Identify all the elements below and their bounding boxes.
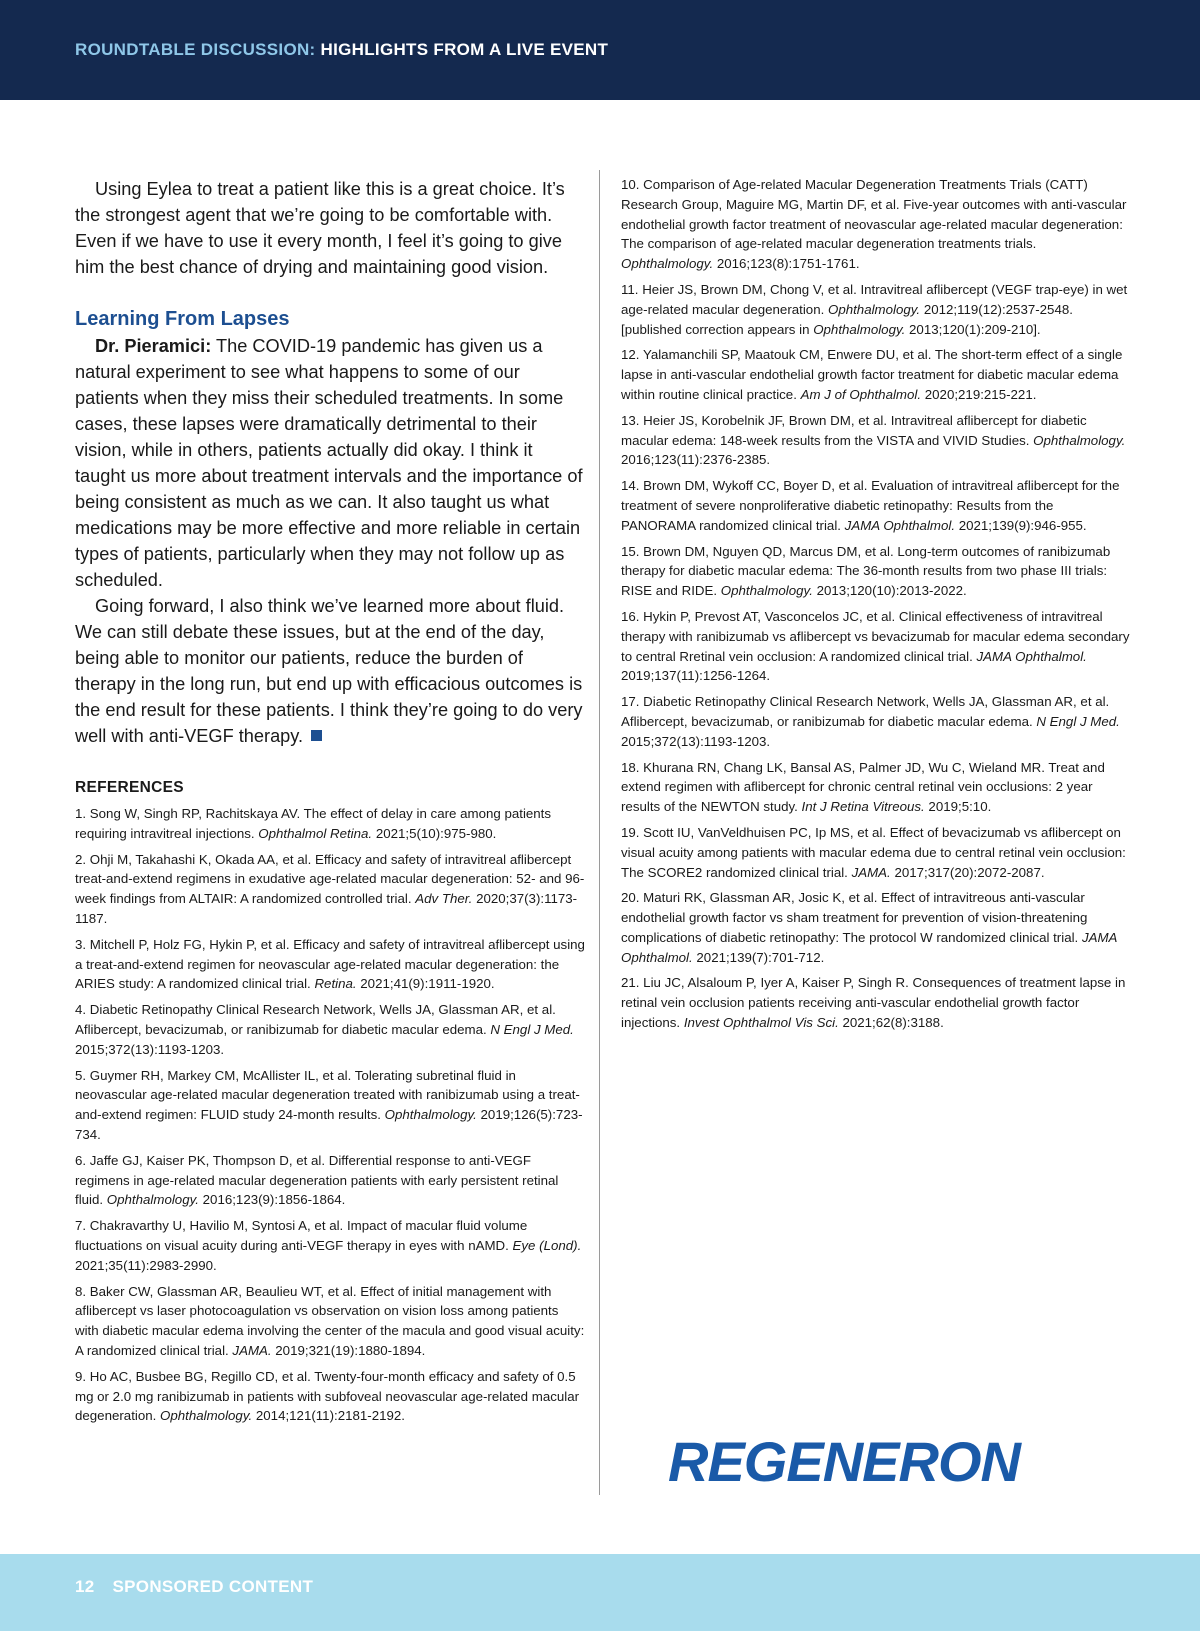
reference-text: 17. Diabetic Retinopathy Clinical Research Network, Wells JA, Glassman AR, et al. Aflibercept, bevacizumab, or ranibizumab for diabetic macular edema. <box>621 694 1110 729</box>
reference-item <box>75 1151 585 1210</box>
reference-text: 10. Comparison of Age-related Macular Degeneration Treatments Trials (CATT) Research Group, Maguire MG, Martin DF, et al. Five-year outcomes with anti-vascular endothelial growth factor treatment of neovascular age-related macular degeneration: The comparison of age-related macular degeneration treatments trials. <box>621 177 1127 252</box>
paragraph-3 <box>75 593 585 749</box>
reference-text: 2021;139(7):701-712. <box>692 949 825 965</box>
reference-journal: JAMA Ophthalmol. <box>621 929 1117 965</box>
reference-journal: N Engl J Med. <box>490 1021 574 1037</box>
reference-text: 2016;123(9):1856-1864. <box>198 1192 346 1208</box>
reference-journal: JAMA Ophthalmol. <box>844 517 956 533</box>
reference-item <box>621 411 1131 470</box>
reference-journal: JAMA Ophthalmol. <box>976 648 1087 664</box>
reference-text: 2021;5(10):975-980. <box>372 825 497 841</box>
reference-text: 4. Diabetic Retinopathy Clinical Research Network, Wells JA, Glassman AR, et al. Aflibercept, bevacizumab, or ranibizumab for diabetic macular edema. <box>75 1002 556 1037</box>
reference-text: 2020;37(3):1173-1187. <box>75 891 578 926</box>
reference-item <box>621 823 1131 882</box>
reference-journal: Ophthalmology. <box>384 1107 477 1123</box>
reference-text: 2021;41(9):1911-1920. <box>356 976 495 992</box>
reference-journal: JAMA. <box>232 1342 272 1358</box>
page-number: 12 <box>75 1577 95 1596</box>
reference-journal: Ophthalmology. <box>813 321 906 337</box>
reference-text: 18. Khurana RN, Chang LK, Bansal AS, Palmer JD, Wu C, Wieland MR. Treat and extend regimen with aflibercept for chronic central retinal vein occlusions: 2 year results of the NEWTON study. <box>621 759 1105 815</box>
reference-text: 2. Ohji M, Takahashi K, Okada AA, et al. Efficacy and safety of intravitreal aflibercept treat-and-extend regimens in exudative age-related macular degeneration: 52- and 96-week findings from ALTAIR: A randomized controlled trial. <box>75 851 585 907</box>
reference-text: 15. Brown DM, Nguyen QD, Marcus DM, et al. Long-term outcomes of ranibizumab therapy for diabetic macular edema: The 36-month results from two phase III trials: RISE and RIDE. <box>621 543 1111 599</box>
reference-text: 2020;219:215-221. <box>921 386 1037 402</box>
reference-text: 2019;126(5):723-734. <box>75 1107 583 1142</box>
references-heading: REFERENCES <box>75 779 184 796</box>
reference-item <box>621 476 1131 535</box>
reference-journal: Int J Retina Vitreous. <box>801 799 925 815</box>
reference-journal: Ophthalmology. <box>106 1192 199 1208</box>
reference-journal: Am J of Ophthalmol. <box>800 386 922 402</box>
reference-text: 2019;5:10. <box>924 799 992 815</box>
reference-journal: Retina. <box>314 976 357 992</box>
reference-item <box>75 935 585 994</box>
reference-text: 2013;120(1):209-210]. <box>905 321 1041 337</box>
reference-journal: Ophthalmology. <box>720 583 813 599</box>
reference-item <box>75 1367 585 1426</box>
references-list-right <box>621 175 1131 1033</box>
reference-text: 2016;123(8):1751-1761. <box>713 256 860 272</box>
footer-text <box>75 1577 313 1597</box>
reference-text: 11. Heier JS, Brown DM, Chong V, et al. Intravitreal aflibercept (VEGF trap-eye) in wet age-related macular degeneration. <box>621 281 1128 317</box>
reference-item <box>75 1000 585 1059</box>
column-divider <box>599 170 600 1495</box>
reference-text: 16. Hykin P, Prevost AT, Vasconcelos JC, et al. Clinical effectiveness of intravitreal therapy with ranibizumab vs aflibercept vs bevacizumab for macular edema secondary to central Rretinal vein occlusion: A randomized clinical trial. <box>621 608 1130 664</box>
reference-item <box>75 1282 585 1361</box>
reference-text: 2013;120(10):2013-2022. <box>812 583 967 599</box>
references-list-left <box>75 804 585 1426</box>
reference-text: 9. Ho AC, Busbee BG, Regillo CD, et al. Twenty-four-month efficacy and safety of 0.5 mg or 2.0 mg ranibizumab in patients with subfoveal neovascular age-related macular degeneration. <box>75 1368 580 1424</box>
reference-journal: Ophthalmology. <box>1033 432 1126 448</box>
reference-item <box>621 888 1131 967</box>
reference-journal: Ophthalmology. <box>621 256 714 272</box>
reference-journal: Eye (Lond). <box>512 1237 582 1253</box>
reference-text: 3. Mitchell P, Holz FG, Hykin P, et al. Efficacy and safety of intravitreal aflibercept using a treat-and-extend regimen for neovascular age-related macular degeneration: the ARIES study: A randomized clinical trial. <box>75 936 585 992</box>
reference-text: 20. Maturi RK, Glassman AR, Josic K, et al. Effect of intravitreous anti-vascular endothelial growth factor vs sham treatment for prevention of vision-threatening complications of diabetic retinopathy: The protocol W randomized clinical trial. <box>621 890 1088 945</box>
reference-journal: Ophthalmology. <box>160 1408 253 1424</box>
reference-text: 2015;372(13):1193-1203. <box>75 1041 225 1057</box>
reference-text: 8. Baker CW, Glassman AR, Beaulieu WT, et al. Effect of initial management with aflibercept vs laser photocoagulation vs observation on vision loss among patients with diabetic macular edema involving the center of the macula and good visual acuity: A randomized clinical trial. <box>75 1283 585 1358</box>
regeneron-logo: REGENERON <box>668 1430 1020 1493</box>
reference-text: 2021;62(8):3188. <box>838 1015 944 1031</box>
reference-text: 19. Scott IU, VanVeldhuisen PC, Ip MS, et al. Effect of bevacizumab vs aflibercept on visual acuity among patients with macular edema due to central retinal vein occlusion: The SCORE2 randomized clinical trial. <box>621 824 1126 880</box>
reference-text: 14. Brown DM, Wykoff CC, Boyer D, et al. Evaluation of intravitreal aflibercept for the treatment of severe nonproliferative diabetic retinopathy: Results from the PANORAMA randomized clinical trial. <box>621 478 1120 533</box>
paragraph-3-text: Going forward, I also think we’ve learned more about fluid. We can still debate these issues, but at the end of the day, being able to monitor our patients, reduce the burden of therapy in the long run, but end up with efficacious outcomes is the end result for these patients. I think they’re going to do very well with anti-VEGF therapy. <box>75 596 583 746</box>
end-mark-icon <box>311 730 322 741</box>
reference-text: 2019;137(11):1256-1264. <box>621 668 771 684</box>
reference-item <box>621 345 1131 404</box>
reference-item <box>75 1216 585 1275</box>
reference-text: 21. Liu JC, Alsaloum P, Iyer A, Kaiser P, Singh R. Consequences of treatment lapse in retinal vein occlusion patients receiving anti-vascular endothelial growth factor injections. <box>621 975 1126 1031</box>
reference-journal: Invest Ophthalmol Vis Sci. <box>683 1015 839 1031</box>
paragraph-2-text: The COVID-19 pandemic has given us a natural experiment to see what happens to some of our patients when they miss their scheduled treatments. In some cases, these lapses were dramatically detrimental to their vision, while in others, patients actually did okay. I think it taught us more about treatment intervals and the importance of being consistent as much as we can. It also taught us what medications may be more effective and more reliable in certain types of patients, particularly when they may not follow up as scheduled. <box>75 336 583 590</box>
reference-journal: N Engl J Med. <box>1036 713 1120 729</box>
header-title <box>75 40 608 60</box>
reference-text: 5. Guymer RH, Markey CM, McAllister IL, et al. Tolerating subretinal fluid in neovascular age-related macular degeneration treated with ranibizumab using a treat-and-extend regimen: FLUID study 24-month results. <box>75 1067 580 1123</box>
footer-label: SPONSORED CONTENT <box>112 1577 314 1596</box>
intro-paragraph: Using Eylea to treat a patient like this is a great choice. It’s the strongest agent that we’re going to be comfortable with. Even if we have to use it every month, I feel it’s going to give him the best chance of drying and maintaining good vision. <box>75 179 565 277</box>
reference-journal: JAMA. <box>851 864 891 880</box>
reference-item <box>621 280 1131 339</box>
section-heading: Learning From Lapses <box>75 308 290 330</box>
paragraph-2 <box>75 333 585 593</box>
reference-text: 2021;35(11):2983-2990. <box>75 1257 217 1273</box>
reference-item <box>621 973 1131 1032</box>
reference-item <box>621 542 1131 601</box>
reference-text: 2016;123(11):2376-2385. <box>621 452 771 468</box>
reference-journal: Ophthalmol Retina. <box>258 825 373 841</box>
reference-text: 2017;317(20):2072-2087. <box>890 864 1045 880</box>
reference-item <box>621 175 1131 274</box>
header-accent: ROUNDTABLE DISCUSSION: <box>75 40 316 59</box>
reference-text: 2012;119(12):2537-2548. [published correction appears in <box>621 301 1073 337</box>
reference-text: 1. Song W, Singh RP, Rachitskaya AV. The effect of delay in care among patients requiring intravitreal injections. <box>75 806 552 841</box>
reference-text: 7. Chakravarthy U, Havilio M, Syntosi A, et al. Impact of macular fluid volume fluctuations on visual acuity during anti-VEGF therapy in eyes with nAMD. <box>75 1218 528 1253</box>
reference-text: 6. Jaffe GJ, Kaiser PK, Thompson D, et al. Differential response to anti-VEGF regimens in age-related macular degeneration patients with early persistent retinal fluid. <box>75 1152 559 1208</box>
speaker-name: Dr. Pieramici: <box>95 336 212 356</box>
reference-text: 2019;321(19):1880-1894. <box>271 1342 426 1358</box>
reference-item <box>75 804 585 844</box>
header-main: HIGHLIGHTS FROM A LIVE EVENT <box>320 40 609 59</box>
reference-item <box>621 692 1131 751</box>
reference-text: 2021;139(9):946-955. <box>955 517 1087 533</box>
right-column <box>621 175 1131 1039</box>
reference-journal: Adv Ther. <box>415 891 473 907</box>
reference-text: 2015;372(13):1193-1203. <box>621 733 771 749</box>
reference-item <box>621 758 1131 817</box>
left-column <box>75 176 585 1432</box>
reference-text: 12. Yalamanchili SP, Maatouk CM, Enwere DU, et al. The short-term effect of a single lapse in anti-vascular endothelial growth factor treatment for diabetic macular edema within routine clinical practice. <box>621 347 1123 402</box>
reference-journal: Ophthalmology. <box>827 301 921 317</box>
reference-text: 2014;121(11):2181-2192. <box>252 1408 405 1424</box>
reference-item <box>75 1066 585 1145</box>
reference-item <box>621 607 1131 686</box>
reference-text: 13. Heier JS, Korobelnik JF, Brown DM, et al. Intravitreal aflibercept for diabetic macular edema: 148-week results from the VISTA and VIVID Studies. <box>621 412 1087 448</box>
reference-item <box>75 850 585 929</box>
